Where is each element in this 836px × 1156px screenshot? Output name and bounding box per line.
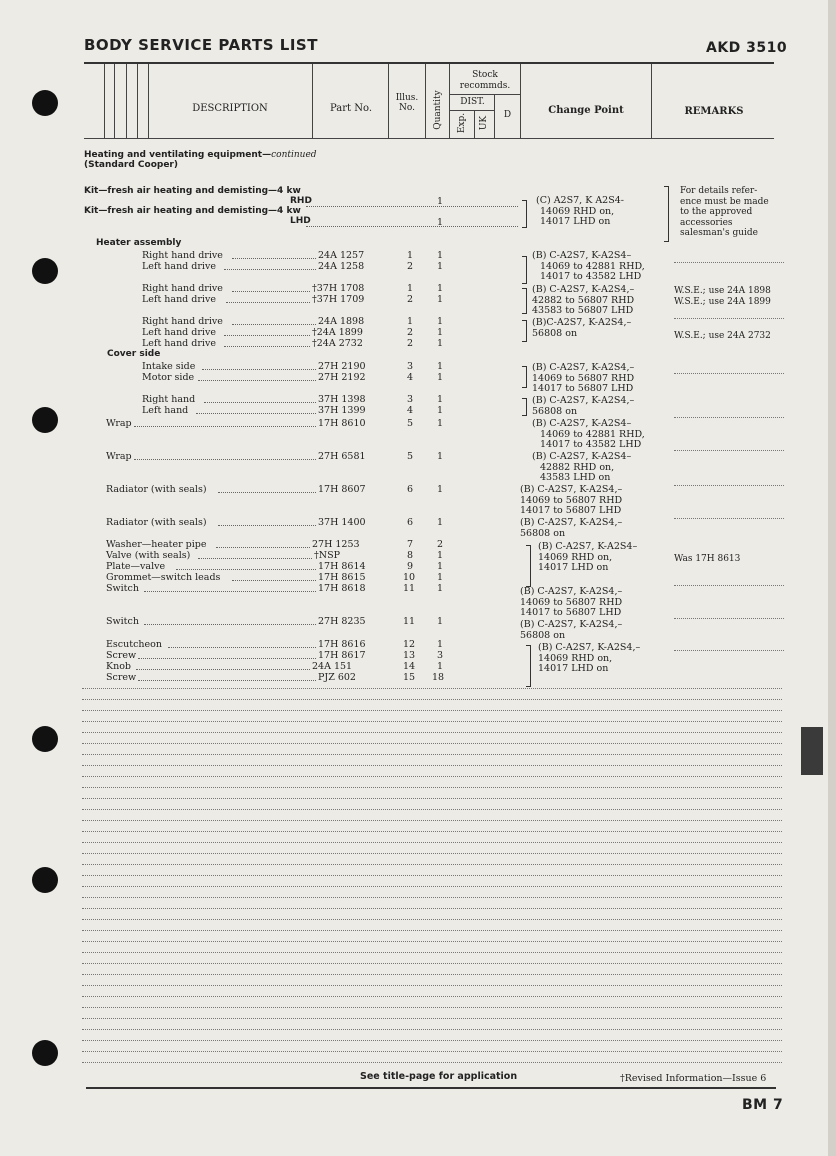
kit-rhd: RHD bbox=[290, 196, 312, 206]
part-number: †37H 1708 bbox=[312, 283, 365, 294]
binder-hole bbox=[32, 1040, 58, 1066]
remark: W.S.E.; use 24A 1898 bbox=[674, 286, 771, 296]
part-description: Wrap bbox=[106, 418, 132, 429]
change-point: (B) C-A2S7, K-A2S4,– 14069 to 56807 RHD 14017 to 56807 LHD bbox=[520, 484, 623, 516]
part-description: Right hand bbox=[142, 394, 196, 405]
illus-number: 11 bbox=[403, 583, 416, 594]
kit-lhd: LHD bbox=[290, 216, 311, 226]
quantity: 1 bbox=[437, 394, 444, 405]
change-point: (B) C-A2S7, K-A2S4,– 56808 on bbox=[520, 517, 623, 539]
part-description: Left hand drive bbox=[142, 294, 216, 305]
section-tab bbox=[801, 727, 823, 775]
dist-header: DIST. bbox=[460, 97, 485, 107]
remark: Was 17H 8613 bbox=[674, 554, 741, 564]
quantity: 1 bbox=[437, 484, 444, 495]
part-no-header: Part No. bbox=[330, 103, 372, 114]
change-point: (B) C-A2S7, K-A2S4,– 14069 to 56807 RHD 14017 to 56807 LHD bbox=[532, 362, 635, 394]
part-number: 27H 6581 bbox=[318, 451, 366, 462]
part-description: Wrap bbox=[106, 451, 132, 462]
binder-hole bbox=[32, 867, 58, 893]
quantity: 1 bbox=[437, 327, 444, 338]
remark: W.S.E.; use 24A 2732 bbox=[674, 331, 771, 341]
quantity: 1 bbox=[437, 261, 444, 272]
quantity: 1 bbox=[437, 405, 444, 416]
illus-header: Illus. bbox=[395, 93, 419, 103]
remarks-header: REMARKS bbox=[684, 106, 744, 117]
change-point: (B) C-A2S7, K-A2S4– 14069 to 42881 RHD, 14017 to 43582 LHD bbox=[532, 250, 645, 282]
stock-header: Stock bbox=[472, 70, 498, 80]
part-number: 37H 1400 bbox=[318, 517, 366, 528]
illus-number: 3 bbox=[407, 394, 414, 405]
change-point: (C) A2S7, K A2S4- 14069 RHD on, 14017 LHD on bbox=[536, 195, 624, 227]
application-note: See title-page for application bbox=[360, 1071, 518, 1082]
illus-no-header: No. bbox=[399, 103, 415, 113]
binder-hole bbox=[32, 407, 58, 433]
part-description: Switch bbox=[106, 583, 139, 594]
part-number: 24A 1257 bbox=[318, 250, 365, 261]
part-number: 37H 1398 bbox=[318, 394, 366, 405]
page-title: BODY SERVICE PARTS LIST bbox=[84, 36, 318, 54]
part-description: Left hand drive bbox=[142, 338, 216, 349]
illus-number: 14 bbox=[403, 661, 416, 672]
illus-number: 8 bbox=[407, 550, 414, 561]
quantity: 1 bbox=[437, 250, 444, 261]
quantity: 1 bbox=[437, 294, 444, 305]
part-number: 17H 8617 bbox=[318, 650, 366, 661]
quantity: 1 bbox=[437, 418, 444, 429]
quantity: 1 bbox=[437, 196, 444, 207]
revision-note: †Revised Information—Issue 6 bbox=[620, 1073, 767, 1084]
illus-number: 2 bbox=[407, 338, 414, 349]
part-number: PJZ 602 bbox=[318, 672, 356, 683]
illus-number: 3 bbox=[407, 361, 414, 372]
quantity: 1 bbox=[437, 572, 444, 583]
illus-number: 10 bbox=[403, 572, 416, 583]
section-title: Heating and ventilating equipment—continued bbox=[84, 150, 317, 160]
change-point: (B) C-A2S7, K-A2S4– 14069 RHD on, 14017 LHD on bbox=[538, 541, 638, 573]
illus-number: 5 bbox=[407, 451, 414, 462]
illus-number: 4 bbox=[407, 405, 414, 416]
kit-description: Kit—fresh air heating and demisting—4 kw bbox=[84, 186, 301, 196]
change-point: (B) C-A2S7, K-A2S4– 42882 RHD on, 43583 LHD on bbox=[532, 451, 632, 483]
part-number: 27H 2190 bbox=[318, 361, 366, 372]
change-point: (B) C-A2S7, K-A2S4,– 14069 to 56807 RHD 14017 to 56807 LHD bbox=[520, 586, 623, 618]
title-rule bbox=[84, 62, 774, 64]
change-point: (B) C-A2S7, K-A2S4,– 14069 RHD on, 14017 LHD on bbox=[538, 642, 641, 674]
illus-number: 9 bbox=[407, 561, 414, 572]
stock-recommds-header: recommds. bbox=[459, 81, 511, 91]
quantity: 1 bbox=[437, 372, 444, 383]
change-point: (B) C-A2S7, K-A2S4,– 56808 on bbox=[532, 395, 635, 417]
part-number: †37H 1709 bbox=[312, 294, 365, 305]
quantity: 1 bbox=[437, 550, 444, 561]
part-number: 37H 1399 bbox=[318, 405, 366, 416]
illus-number: 2 bbox=[407, 261, 414, 272]
part-description: Radiator (with seals) bbox=[106, 517, 207, 528]
illus-number: 4 bbox=[407, 372, 414, 383]
quantity: 2 bbox=[437, 539, 444, 550]
page-number: BM 7 bbox=[742, 1097, 784, 1113]
part-number: 27H 2192 bbox=[318, 372, 366, 383]
illus-number: 6 bbox=[407, 484, 414, 495]
binder-hole bbox=[32, 90, 58, 116]
change-point: (B) C-A2S7, K-A2S4,– 42882 to 56807 RHD 43583 to 56807 LHD bbox=[532, 284, 635, 316]
quantity: 1 bbox=[437, 451, 444, 462]
quantity: 1 bbox=[437, 561, 444, 572]
exp-header: Exp. bbox=[457, 112, 467, 134]
footer-rule bbox=[86, 1087, 776, 1089]
quantity: 1 bbox=[437, 583, 444, 594]
part-description: Screw bbox=[106, 672, 137, 683]
quantity: 1 bbox=[437, 316, 444, 327]
part-description: Radiator (with seals) bbox=[106, 484, 207, 495]
quantity: 1 bbox=[437, 217, 444, 228]
remark: For details refer- ence must be made to the approved accessories salesman's guide bbox=[680, 186, 769, 238]
quantity: 1 bbox=[437, 361, 444, 372]
part-description: Valve (with seals) bbox=[106, 550, 191, 561]
illus-number: 2 bbox=[407, 294, 414, 305]
change-point: (B)C-A2S7, K-A2S4,– 56808 on bbox=[532, 317, 632, 339]
description-header: DESCRIPTION bbox=[192, 103, 268, 114]
d-header: D bbox=[503, 110, 512, 120]
part-description: Knob bbox=[106, 661, 132, 672]
part-description: Left hand drive bbox=[142, 327, 216, 338]
quantity: 1 bbox=[437, 517, 444, 528]
part-description: Right hand drive bbox=[142, 250, 223, 261]
quantity: 1 bbox=[437, 283, 444, 294]
page-edge bbox=[828, 0, 836, 1156]
illus-number: 12 bbox=[403, 639, 416, 650]
part-description: Plate—valve bbox=[106, 561, 166, 572]
part-number: †24A 2732 bbox=[312, 338, 363, 349]
quantity: 1 bbox=[437, 338, 444, 349]
illus-number: 6 bbox=[407, 517, 414, 528]
illus-number: 5 bbox=[407, 418, 414, 429]
part-description: Right hand drive bbox=[142, 283, 223, 294]
group-heading: Cover side bbox=[107, 349, 161, 359]
document-code: AKD 3510 bbox=[706, 40, 788, 56]
part-number: 24A 1898 bbox=[318, 316, 365, 327]
illus-number: 11 bbox=[403, 616, 416, 627]
quantity-header: Quantity bbox=[433, 90, 443, 130]
part-description: Intake side bbox=[142, 361, 196, 372]
part-number: 24A 1258 bbox=[318, 261, 365, 272]
part-description: Left hand drive bbox=[142, 261, 216, 272]
part-number: 17H 8614 bbox=[318, 561, 366, 572]
part-description: Left hand bbox=[142, 405, 189, 416]
illus-number: 15 bbox=[403, 672, 416, 683]
part-number: 17H 8618 bbox=[318, 583, 366, 594]
part-number: †NSP bbox=[314, 550, 340, 561]
change-point-header: Change Point bbox=[548, 105, 624, 116]
part-description: Washer—heater pipe bbox=[106, 539, 207, 550]
quantity: 1 bbox=[437, 616, 444, 627]
part-description: Switch bbox=[106, 616, 139, 627]
kit-description: Kit—fresh air heating and demisting—4 kw bbox=[84, 206, 301, 216]
part-number: 27H 1253 bbox=[312, 539, 360, 550]
uk-header: UK bbox=[479, 115, 489, 131]
part-number: 27H 8235 bbox=[318, 616, 366, 627]
quantity: 1 bbox=[437, 639, 444, 650]
binder-hole bbox=[32, 726, 58, 752]
part-number: 17H 8615 bbox=[318, 572, 366, 583]
part-description: Grommet—switch leads bbox=[106, 572, 221, 583]
quantity: 3 bbox=[437, 650, 444, 661]
part-description: Escutcheon bbox=[106, 639, 162, 650]
group-heading: Heater assembly bbox=[96, 238, 182, 248]
quantity: 1 bbox=[437, 661, 444, 672]
part-number: 17H 8616 bbox=[318, 639, 366, 650]
illus-number: 7 bbox=[407, 539, 414, 550]
illus-number: 2 bbox=[407, 327, 414, 338]
binder-hole bbox=[32, 258, 58, 284]
part-description: Right hand drive bbox=[142, 316, 223, 327]
illus-number: 13 bbox=[403, 650, 416, 661]
part-description: Motor side bbox=[142, 372, 195, 383]
change-point: (B) C-A2S7, K-A2S4– 14069 to 42881 RHD, 14017 to 43582 LHD bbox=[532, 418, 645, 450]
part-description: Screw bbox=[106, 650, 137, 661]
change-point: (B) C-A2S7, K-A2S4,– 56808 on bbox=[520, 619, 623, 641]
part-number: 17H 8607 bbox=[318, 484, 366, 495]
illus-number: 1 bbox=[407, 283, 414, 294]
part-number: 17H 8610 bbox=[318, 418, 366, 429]
part-number: †24A 1899 bbox=[312, 327, 363, 338]
illus-number: 1 bbox=[407, 316, 414, 327]
illus-number: 1 bbox=[407, 250, 414, 261]
section-subtitle: (Standard Cooper) bbox=[84, 160, 178, 170]
part-number: 24A 151 bbox=[312, 661, 353, 672]
remark: W.S.E.; use 24A 1899 bbox=[674, 297, 771, 307]
quantity: 18 bbox=[432, 672, 445, 683]
